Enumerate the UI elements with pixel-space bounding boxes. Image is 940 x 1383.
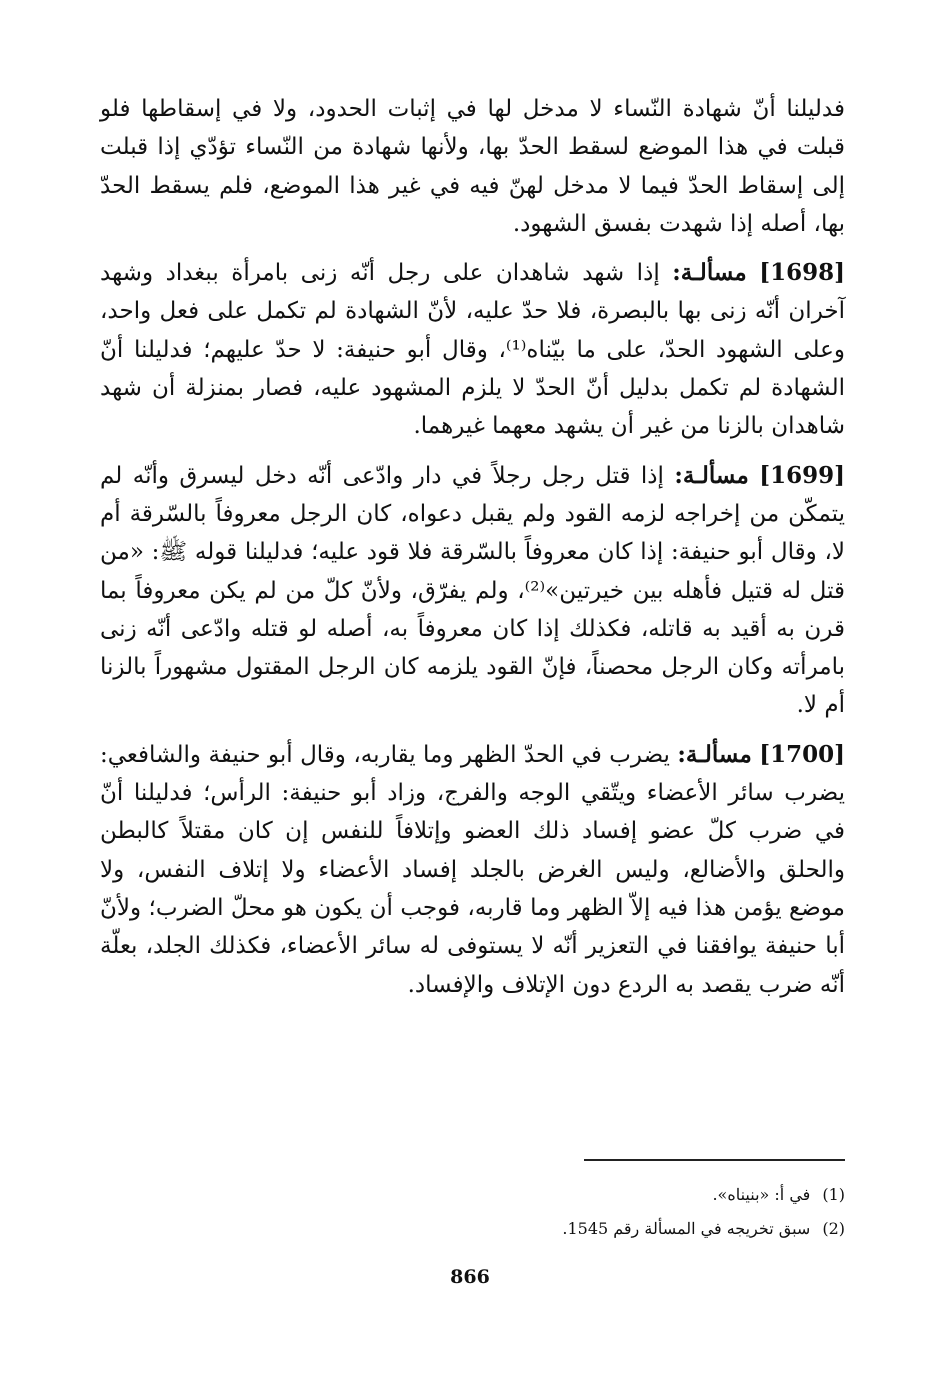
paragraph-intro bbox=[100, 90, 845, 243]
footnote-divider bbox=[584, 1159, 845, 1161]
issue-label: مسألـة: bbox=[674, 461, 749, 489]
footnote-text: سبق تخريجه في المسألة رقم 1545. bbox=[562, 1219, 811, 1238]
paragraph-text: فدليلنا أنّ شهادة النّساء لا مدخل لها في إثبات الحدود، ولا في إسقاطها فلو قبلت في هذا الموضع لسقط الحدّ بها، ولأنها شهادة من النّساء تؤدّي إذا قبلت إلى إسقاط الحدّ فيما لا مدخل لهنّ فيه في غير هذا الموضع، فلم يسقط الحدّ بها، أصله إذا شهدت بفسق الشهود. bbox=[100, 96, 845, 237]
footnotes bbox=[300, 1178, 845, 1246]
footnote-item bbox=[300, 1212, 845, 1246]
main-text bbox=[100, 90, 845, 1004]
issue-text: إذا شهد شاهدان على رجل أنّه زنى بامرأة ببغداد وشهد آخران أنّه زنى بها بالبصرة، فلا حدّ عليه، لأنّ الشهادة لم تكمل على فعل واحد، وعلى الشهود الحدّ، على ما بيّناه⁽¹⁾، وقال أبو حنيفة: لا حدّ عليهم؛ فدليلنا أنّ الشهادة لم تكمل بدليل أنّ الحدّ لا يلزم المشهود عليه، فصار بمنزلة أن شهد شاهدان بالزنا من غير أن يشهد معهما غيرهما. bbox=[100, 260, 845, 440]
issue-label: مسألـة: bbox=[672, 259, 747, 287]
footnote-number: (1) bbox=[822, 1185, 845, 1204]
issue-text: يضرب في الحدّ الظهر وما يقاربه، وقال أبو حنيفة والشافعي: يضرب سائر الأعضاء ويتّقي الوجه والفرج، وزاد أبو حنيفة: الرأس؛ فدليلنا أنّ في ضرب كلّ عضو إفساد ذلك العضو وإتلافاً للنفس إن كان مقتلاً كالبطن والحلق والأضالع، وليس الغرض بالجلد إفساد الأعضاء ولا إتلاف النفس، ولا موضع يؤمن هذا فيه إلاّ الظهر وما قاربه، فوجب أن يكون هو محلّ الضرب؛ ولأنّ أبا حنيفة يوافقنا في التعزير أنّه لا يستوفى له سائر الأعضاء، فكذلك الجلد، بعلّة أنّه ضرب يقصد به الردع دون الإتلاف والإفساد. bbox=[100, 741, 845, 998]
issue-1699 bbox=[100, 457, 845, 725]
issue-text: إذا قتل رجل رجلاً في دار وادّعى أنّه دخل ليسرق وأنّه لم يتمكّن من إخراجه لزمه القود ولم يقبل دعواه، كان الرجل معروفاً بالسّرقة أم لا، وقال أبو حنيفة: إذا كان معروفاً بالسّرقة فلا قود عليه؛ فدليلنا قوله ﷺ: «من قتل له قتيل فأهله بين خيرتين»⁽²⁾، ولم يفرّق، ولأنّ كلّ من لم يكن معروفاً بما قرن به أقيد به قاتله، فكذلك إذا كان معروفاً به، أصله لو قتله وادّعى أنّه زنى بامرأته وكان الرجل محصناً، فإنّ القود يلزمه كان الرجل المقتول مشهوراً بالزنا أم لا. bbox=[100, 462, 845, 719]
footnote-number: (2) bbox=[822, 1219, 845, 1238]
issue-number: [1698] bbox=[759, 259, 845, 287]
page-number: 866 bbox=[450, 1266, 490, 1288]
issue-number: [1699] bbox=[759, 461, 845, 489]
issue-1700 bbox=[100, 736, 845, 1004]
issue-number: [1700] bbox=[759, 740, 845, 768]
page-body bbox=[100, 90, 845, 1015]
issue-1698 bbox=[100, 254, 845, 445]
footnote-item bbox=[300, 1178, 845, 1212]
issue-label: مسألـة: bbox=[677, 740, 752, 768]
footnote-text: في أ: «بنيناه». bbox=[712, 1185, 811, 1204]
